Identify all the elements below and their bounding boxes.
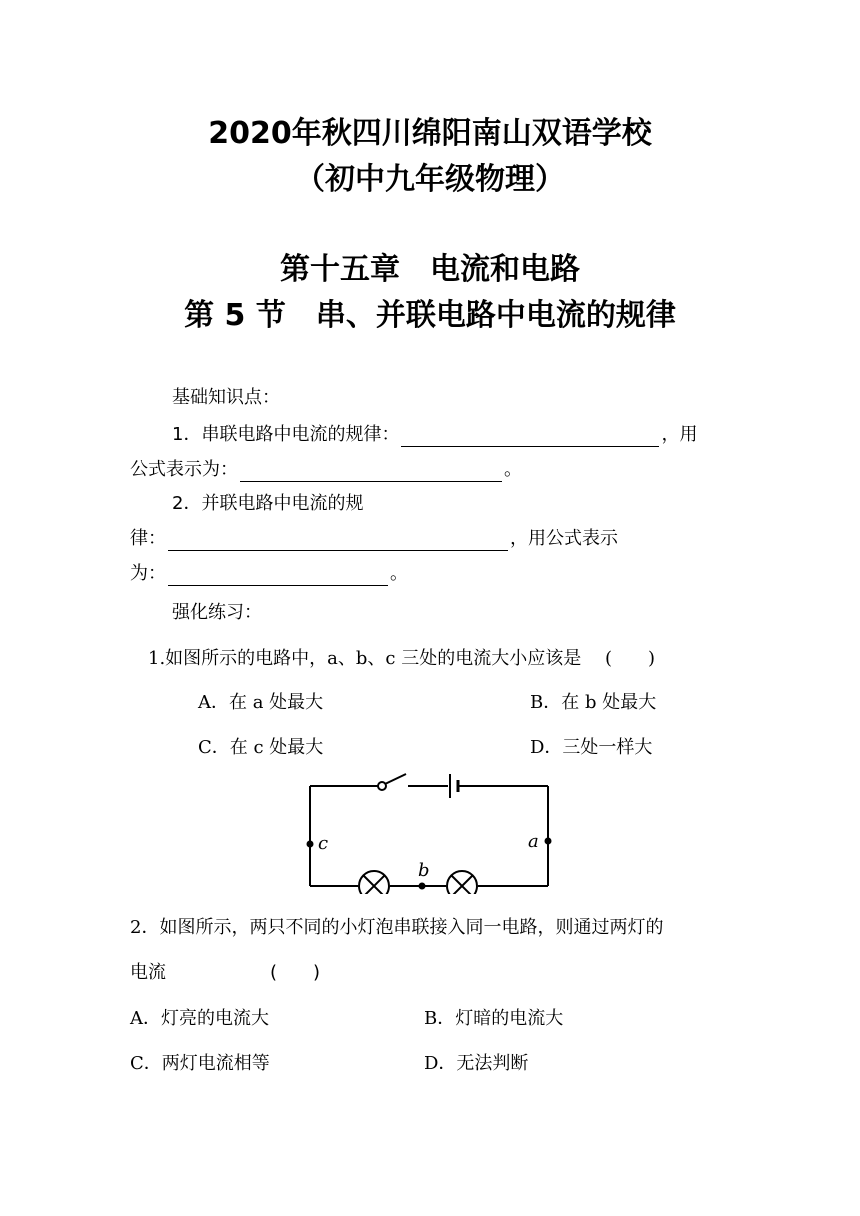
- lamp-right: [447, 871, 477, 894]
- school-title: 2020年秋四川绵阳南山双语学校: [208, 116, 652, 151]
- basics-item-2-line3: [130, 562, 408, 586]
- item2-line2: 律：: [130, 528, 166, 549]
- item1-after: ，用: [661, 424, 698, 445]
- item2-label: 2．并联电路中电流的规: [172, 493, 364, 514]
- q2-stem-text: 电流: [130, 962, 166, 983]
- point-b-label: b: [418, 860, 430, 881]
- q1-stem: 1.如图所示的电路中，a、b、c 三处的电流大小应该是 ( ): [148, 648, 655, 669]
- practice-heading: 强化练习：: [172, 602, 262, 623]
- chapter-title: 第十五章 电流和电路: [280, 252, 580, 287]
- item1-formula-blank[interactable]: [240, 463, 502, 482]
- q1-option-c[interactable]: C．在 c 处最大: [198, 737, 324, 758]
- item2-after: ，用公式表示: [510, 528, 618, 549]
- grade-subtitle: （初中九年级物理）: [295, 162, 565, 197]
- basics-item-2-line2: [130, 527, 618, 551]
- point-c-label: c: [318, 833, 329, 854]
- switch-lever: [385, 774, 406, 784]
- q2-option-c[interactable]: C．两灯电流相等: [130, 1053, 270, 1074]
- point-c-dot: [307, 841, 314, 848]
- lamp-left: [359, 871, 389, 894]
- q1-option-b[interactable]: B．在 b 处最大: [530, 692, 657, 713]
- q2-option-a[interactable]: A．灯亮的电流大: [130, 1008, 269, 1029]
- basics-heading: 基础知识点：: [172, 387, 280, 408]
- point-a-label: a: [528, 831, 539, 852]
- q1-option-d[interactable]: D．三处一样大: [530, 737, 653, 758]
- basics-item-1: [172, 423, 697, 447]
- q2-option-d[interactable]: D．无法判断: [424, 1053, 529, 1074]
- item1-line2: 公式表示为：: [130, 459, 238, 480]
- item1-end: 。: [504, 459, 522, 480]
- q2-stem-line2: [130, 961, 166, 985]
- point-a-dot: [545, 838, 552, 845]
- item2-line3: 为：: [130, 563, 166, 584]
- q1-option-a[interactable]: A．在 a 处最大: [198, 692, 324, 713]
- q2-stem-line1: 2．如图所示，两只不同的小灯泡串联接入同一电路，则通过两灯的: [130, 917, 664, 938]
- basics-item-1-line2: [130, 458, 522, 482]
- point-b-dot: [419, 883, 426, 890]
- item1-label: 1．串联电路中电流的规律：: [172, 424, 400, 445]
- item2-end: 。: [390, 563, 408, 584]
- circuit-diagram: [300, 768, 562, 894]
- section-title: 第 5 节 串、并联电路中电流的规律: [184, 298, 676, 333]
- q2-bracket: ( ): [270, 962, 321, 983]
- q2-option-b[interactable]: B．灯暗的电流大: [424, 1008, 564, 1029]
- basics-item-2: [172, 492, 363, 516]
- item2-formula-blank[interactable]: [168, 567, 388, 586]
- item2-blank[interactable]: [168, 532, 508, 551]
- item1-blank[interactable]: [401, 428, 659, 447]
